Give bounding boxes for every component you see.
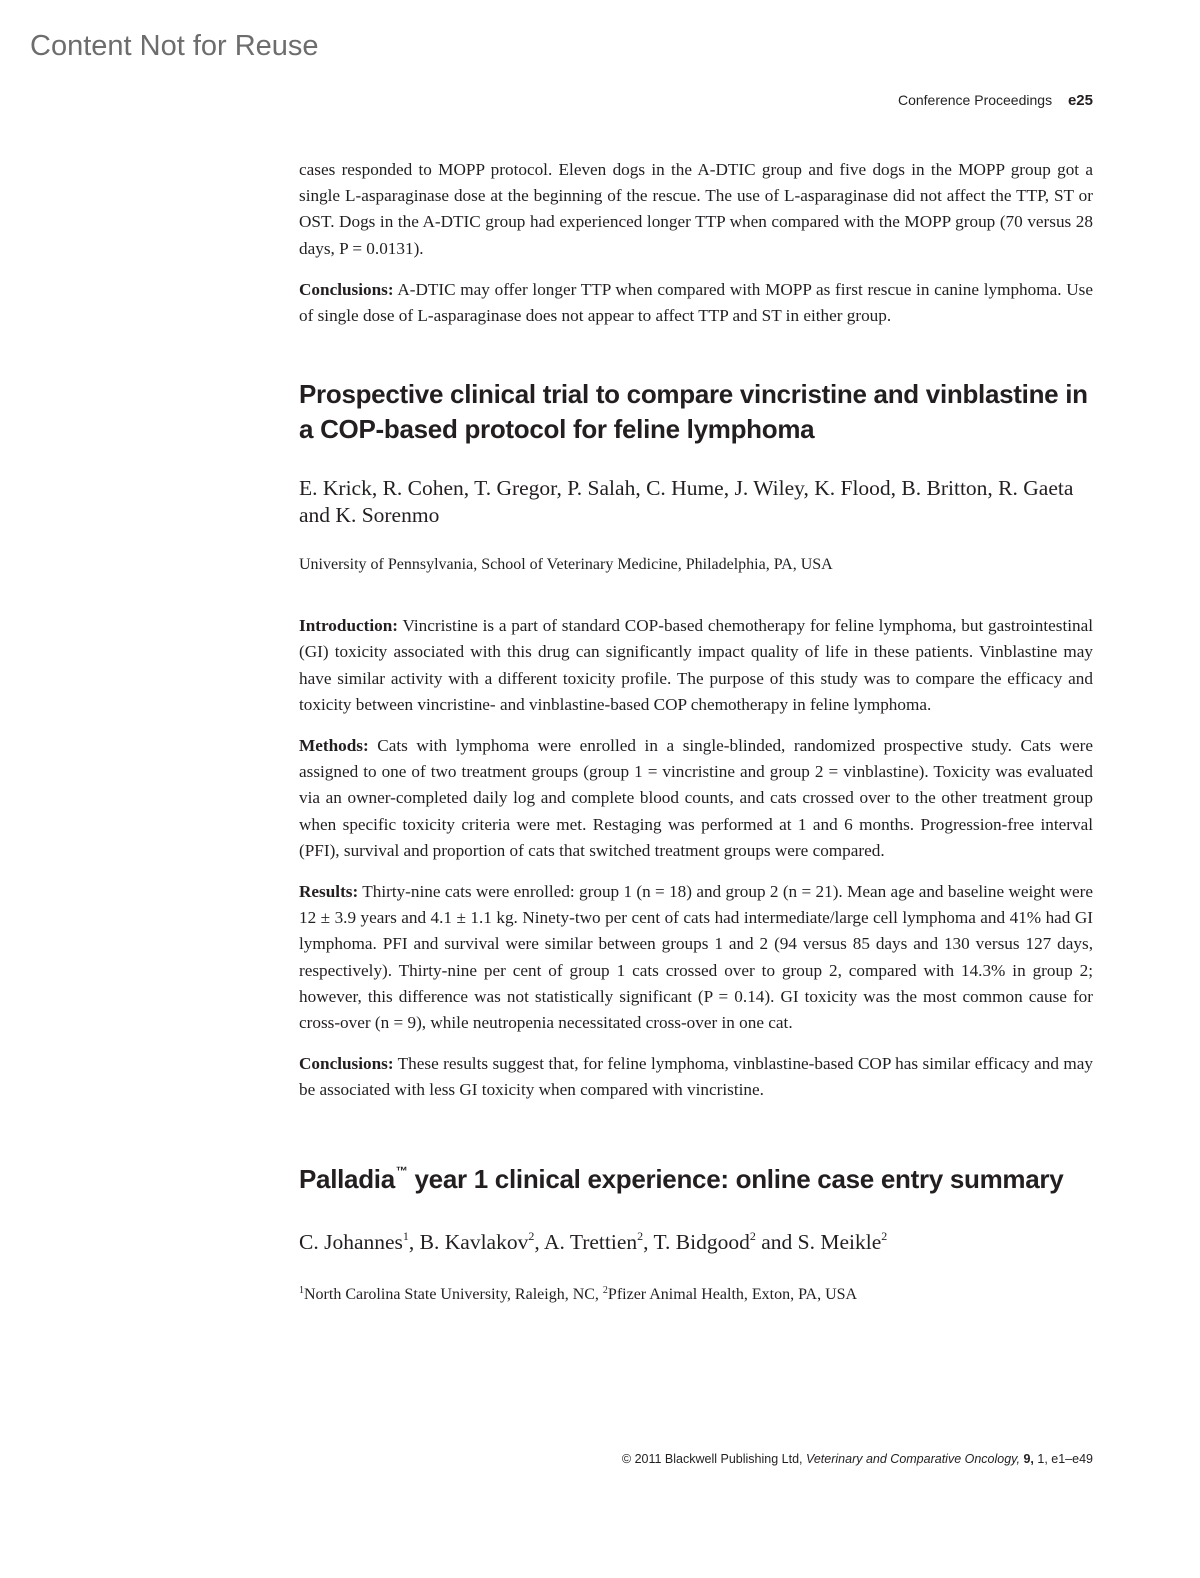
trademark-symbol: ™ [395, 1163, 408, 1178]
author-sep: and [755, 1229, 798, 1254]
prev-abstract-conclusions [299, 277, 1093, 329]
introduction-text: Vincristine is a part of standard COP-based chemotherapy for feline lymphoma, but gastrointestinal (GI) toxicity associated with this drug can significantly impact quality of life in these patients. Vinblastine may have similar activity with a different toxicity profile. The purpose of this study was to compare the efficacy and toxicity between vincristine- and vinblastine-based COP chemotherapy in feline lymphoma. [299, 616, 1093, 714]
results-label: Results: [299, 882, 359, 902]
footer-issue-pages: 1, e1–e49 [1033, 1452, 1093, 1466]
methods-paragraph [299, 733, 1093, 864]
author-sep: , [534, 1229, 544, 1254]
affil-text: Pfizer Animal Health, Exton, PA, USA [607, 1285, 858, 1303]
abstract-title: Prospective clinical trial to compare vincristine and vinblastine in a COP-based protocol for feline lymphoma [299, 379, 1088, 445]
abstract-affiliation: University of Pennsylvania, School of Veterinary Medicine, Philadelphia, PA, USA [299, 556, 833, 574]
author-affil-mark: 2 [637, 1228, 644, 1243]
author-name: T. Bidgood [653, 1229, 750, 1254]
author-affil-mark: 2 [749, 1228, 756, 1243]
author-affil-mark: 2 [881, 1228, 888, 1243]
introduction-paragraph [299, 613, 1093, 718]
abstract-title [299, 1154, 1093, 1197]
title-main: Palladia [299, 1163, 395, 1194]
page-content [299, 157, 1093, 1306]
running-head [898, 92, 1093, 109]
author-name: B. Kavlakov [419, 1229, 529, 1254]
author-affil-mark: 1 [402, 1228, 409, 1243]
conclusions-text: These results suggest that, for feline lymphoma, vinblastine-based COP has similar efficacy and may be associated with less GI toxicity when compared with vincristine. [299, 1054, 1093, 1100]
introduction-label: Introduction: [299, 616, 399, 636]
prev-abstract-results-continued: cases responded to MOPP protocol. Eleven dogs in the A-DTIC group and five dogs in the MOPP group got a single L-asparaginase dose at the beginning of the rescue. The use of L-asparaginase did not affect the TTP, ST or OST. Dogs in the A-DTIC group had experienced longer TTP when compared with the MOPP group (70 versus 28 days, P = 0.0131). [299, 160, 1093, 258]
running-head-section: Conference Proceedings [897, 92, 1053, 108]
author-sep: , [643, 1229, 654, 1254]
footer-copyright: © 2011 Blackwell Publishing Ltd, [621, 1452, 806, 1466]
affil-text: North Carolina State University, Raleigh, NC, [304, 1285, 603, 1303]
conclusions-text: A-DTIC may offer longer TTP when compared with MOPP as first rescue in canine lymphoma. Use of single dose of L-asparaginase does not appear to affect TTP and ST in either group. [299, 279, 1093, 326]
author-sep: , [408, 1229, 420, 1254]
conclusions-paragraph [299, 1051, 1093, 1103]
results-paragraph [299, 879, 1093, 1036]
methods-label: Methods: [299, 736, 369, 756]
author-name: C. Johannes [299, 1229, 403, 1254]
abstract-authors [299, 1223, 1093, 1256]
title-rest: year 1 clinical experience: online case entry summary [407, 1163, 1064, 1194]
affil-mark: 2 [602, 1284, 608, 1296]
conclusions-label: Conclusions: [299, 1054, 394, 1074]
page-footer [622, 1452, 1093, 1466]
author-name: A. Trettien [543, 1229, 638, 1254]
methods-text: Cats with lymphoma were enrolled in a single-blinded, randomized prospective study. Cats were assigned to one of two treatment groups (group 1 = vincristine and group 2 = vinblastine). Toxicity was evaluated via an owner-completed daily log and complete blood counts, and cats crossed over to the other treatment group when specific toxicity criteria were met. Restaging was performed at 1 and 6 months. Progression-free interval (PFI), survival and proportion of cats that switched treatment groups were compared. [299, 736, 1093, 860]
abstract-authors: E. Krick, R. Cohen, T. Gregor, P. Salah, C. Hume, J. Wiley, K. Flood, B. Britton, R. Gaeta and K. Sorenmo [299, 476, 1074, 528]
conclusions-label: Conclusions: [299, 279, 394, 299]
page-number: e25 [1067, 92, 1093, 109]
footer-volume: 9, [1023, 1452, 1034, 1466]
author-affil-mark: 2 [528, 1228, 535, 1243]
author-name: S. Meikle [797, 1229, 882, 1254]
abstract-affiliation [299, 1280, 1093, 1306]
watermark: Content Not for Reuse [30, 30, 319, 62]
footer-journal: Veterinary and Comparative Oncology, [805, 1452, 1020, 1466]
results-text: Thirty-nine cats were enrolled: group 1 (n = 18) and group 2 (n = 21). Mean age and baseline weight were 12 ± 3.9 years and 4.1 ± 1.1 kg. Ninety-two per cent of cats had intermediate/large cell lymphoma and 41% had GI lymphoma. PFI and survival were similar between groups 1 and 2 (94 versus 85 days and 130 versus 127 days, respectively). Thirty-nine per cent of group 1 cats crossed over to group 2, compared with 14.3% in group 2; however, this difference was not statistically significant (P = 0.14). GI toxicity was the most common cause for cross-over (n = 9), while neutropenia necessitated cross-over in one cat. [299, 882, 1093, 1033]
affil-mark: 1 [299, 1284, 304, 1296]
